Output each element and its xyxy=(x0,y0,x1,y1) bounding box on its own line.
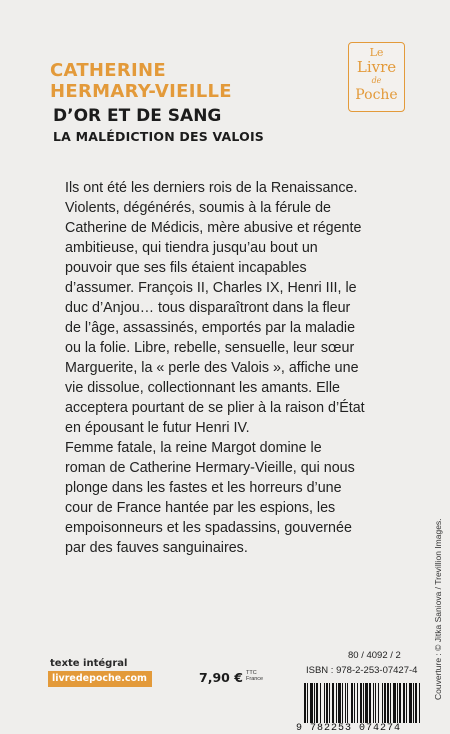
barcode-bar xyxy=(378,683,379,723)
logo-line-3: de xyxy=(371,76,382,85)
barcode-digits: 9 782253 074274 xyxy=(296,723,402,734)
barcode xyxy=(302,683,422,726)
barcode-icon xyxy=(302,683,422,723)
barcode-bar xyxy=(419,683,420,723)
barcode-bar xyxy=(329,683,330,723)
author-first-name: CATHERINE xyxy=(50,60,166,81)
price-note-france: France xyxy=(246,676,264,682)
barcode-bar xyxy=(324,683,325,723)
price: 7,90 € xyxy=(199,670,243,685)
barcode-bar xyxy=(345,683,346,723)
reference-code: 80 / 4092 / 2 xyxy=(348,650,401,661)
barcode-bar xyxy=(375,683,376,723)
barcode-bar xyxy=(413,683,414,723)
barcode-bar xyxy=(382,683,383,723)
barcode-bar xyxy=(326,683,328,723)
barcode-bar xyxy=(316,683,318,723)
website-badge: livredepoche.com xyxy=(48,671,152,687)
cover-credit-text: Couverture : © Jitka Saniova / Trevillion Images. xyxy=(433,518,443,700)
barcode-bar xyxy=(304,683,306,723)
barcode-bar xyxy=(397,683,398,723)
barcode-bar xyxy=(384,683,386,723)
barcode-bar xyxy=(369,683,371,723)
price-note-ttc: TTC xyxy=(246,670,257,676)
barcode-bar xyxy=(363,683,364,723)
barcode-bar xyxy=(399,683,401,723)
barcode-bar xyxy=(342,683,343,723)
barcode-bar xyxy=(373,683,374,723)
author-name xyxy=(50,60,232,102)
price-note xyxy=(246,670,263,682)
barcode-bar xyxy=(357,683,358,723)
book-subtitle: LA MALÉDICTION DES VALOIS xyxy=(53,129,264,144)
barcode-bar xyxy=(307,683,308,723)
logo-line-2: Livre xyxy=(356,58,397,76)
cover-credit xyxy=(433,515,445,700)
livre-de-poche-logo xyxy=(348,42,405,112)
barcode-bar xyxy=(387,683,389,723)
barcode-bar xyxy=(403,683,405,723)
barcode-bar xyxy=(365,683,368,723)
barcode-bar xyxy=(360,683,362,723)
back-cover-blurb xyxy=(65,178,365,558)
barcode-bar xyxy=(310,683,313,723)
logo-line-1: Le xyxy=(369,46,384,59)
barcode-bar xyxy=(320,683,321,723)
barcode-bar xyxy=(351,683,353,723)
barcode-bar xyxy=(406,683,407,723)
logo-line-4: Poche xyxy=(355,87,398,103)
texte-integral-label: texte intégral xyxy=(50,658,128,669)
barcode-bar xyxy=(393,683,396,723)
blurb-paragraph-1: Ils ont été les derniers rois de la Renaissance. Violents, dégénérés, soumis à la férule de Catherine de Médicis, mère abusive et régente ambitieuse, qui tiendra jusqu’au bout un pouvoir que ses fils étaient incapables d’assumer. François II, Charles IX, Henri III, le duc d’Anjou… tous disparaîtront dans la fleur de l’âge, assassinés, emportés par la maladie ou la folie. Libre, rebelle, sensuelle, leur sœur Marguerite, la « perle des Valois », affiche une vie dissolue, collectionnant les amants. Elle acceptera pourtant de se plier à la raison d’État en épousant le futur Henri IV. xyxy=(65,180,365,436)
barcode-bar xyxy=(354,683,355,723)
barcode-bar xyxy=(332,683,334,723)
isbn: ISBN : 978-2-253-07427-4 xyxy=(306,665,418,676)
blurb-paragraph-2: Femme fatale, la reine Margot domine le roman de Catherine Hermary-Vieille, qui nous plonge dans les fastes et les horreurs d’une cour de France hantée par les espions, les empoisonneurs et les spadassins, gouvernée par des fauves sanguinaires. xyxy=(65,440,355,556)
barcode-bar xyxy=(415,683,417,723)
book-title: D’OR ET DE SANG xyxy=(53,106,222,126)
barcode-bar xyxy=(314,683,315,723)
barcode-bar xyxy=(347,683,348,723)
barcode-bar xyxy=(390,683,391,723)
author-last-name: HERMARY-VIEILLE xyxy=(50,81,232,102)
barcode-bar xyxy=(409,683,412,723)
barcode-bar xyxy=(338,683,341,723)
barcode-bar xyxy=(336,683,337,723)
